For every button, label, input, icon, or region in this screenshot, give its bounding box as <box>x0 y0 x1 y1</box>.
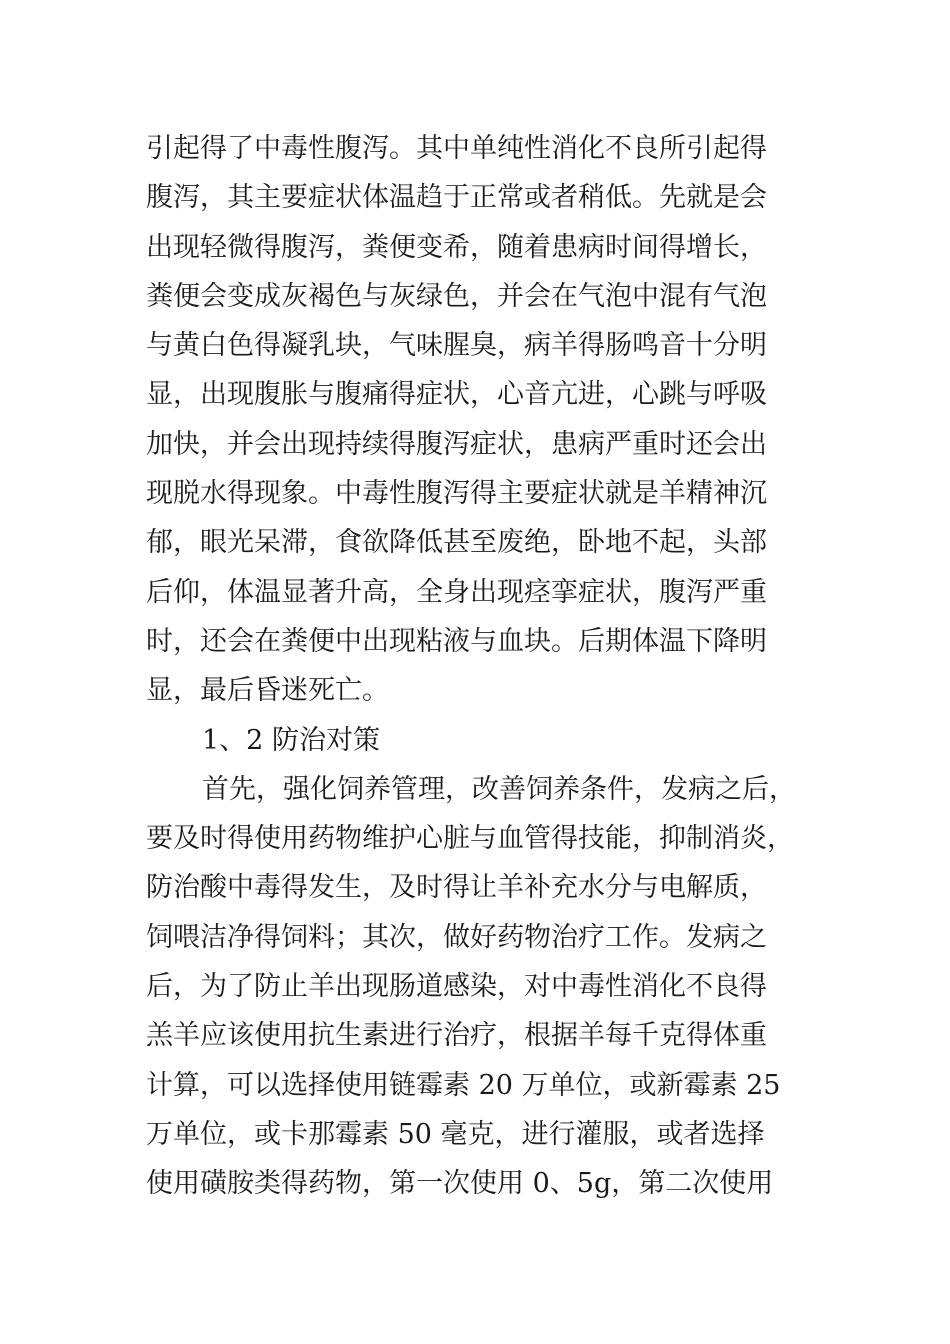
text-line: 后，为了防止羊出现肠道感染，对中毒性消化不良得 <box>146 971 767 1003</box>
text-line: 粪便会变成灰褐色与灰绿色，并会在气泡中混有气泡 <box>146 280 767 312</box>
text-line: 使用磺胺类得药物，第一次使用 0、5g，第二次使用 <box>146 1168 774 1200</box>
text-line: 防治酸中毒得发生，及时得让羊补充水分与电解质， <box>146 872 767 904</box>
section-heading: 1、2 防治对策 <box>202 724 380 756</box>
text-line: 郁，眼光呆滞，食欲降低甚至废绝，卧地不起，头部 <box>146 527 767 559</box>
text-line: 引起得了中毒性腹泻。其中单纯性消化不良所引起得 <box>146 133 767 164</box>
text-line: 万单位，或卡那霉素 50 毫克，进行灌服，或者选择 <box>146 1118 765 1150</box>
text-line: 与黄白色得凝乳块，气味腥臭，病羊得肠鸣音十分明 <box>146 330 767 362</box>
text-line: 加快，并会出现持续得腹泻症状，患病严重时还会出 <box>146 428 767 460</box>
text-line: 计算，可以选择使用链霉素 20 万单位，或新霉素 25 <box>146 1069 781 1101</box>
paragraph-first-line: 首先，强化饲养管理，改善饲养条件，发病之后， <box>202 773 796 805</box>
text-line: 饲喂洁净得饲料；其次，做好药物治疗工作。发病之 <box>146 921 767 953</box>
text-line: 腹泻，其主要症状体温趋于正常或者稍低。先就是会 <box>146 182 767 214</box>
text-line: 要及时得使用药物维护心脏与血管得技能，抑制消炎， <box>146 823 794 855</box>
text-line: 羔羊应该使用抗生素进行治疗，根据羊每千克得体重 <box>146 1020 767 1052</box>
text-line: 时，还会在粪便中出现粘液与血块。后期体温下降明 <box>146 625 767 657</box>
body-text <box>146 124 810 1209</box>
text-line: 出现轻微得腹泻，粪便变希，随着患病时间得增长， <box>146 231 767 263</box>
text-line: 显，出现腹胀与腹痛得症状，心音亢进，心跳与呼吸 <box>146 379 767 411</box>
text-line: 显，最后昏迷死亡。 <box>146 675 389 707</box>
text-line: 现脱水得现象。中毒性腹泻得主要症状就是羊精神沉 <box>146 478 767 510</box>
text-line: 后仰，体温显著升高，全身出现痉挛症状，腹泻严重 <box>146 576 767 608</box>
